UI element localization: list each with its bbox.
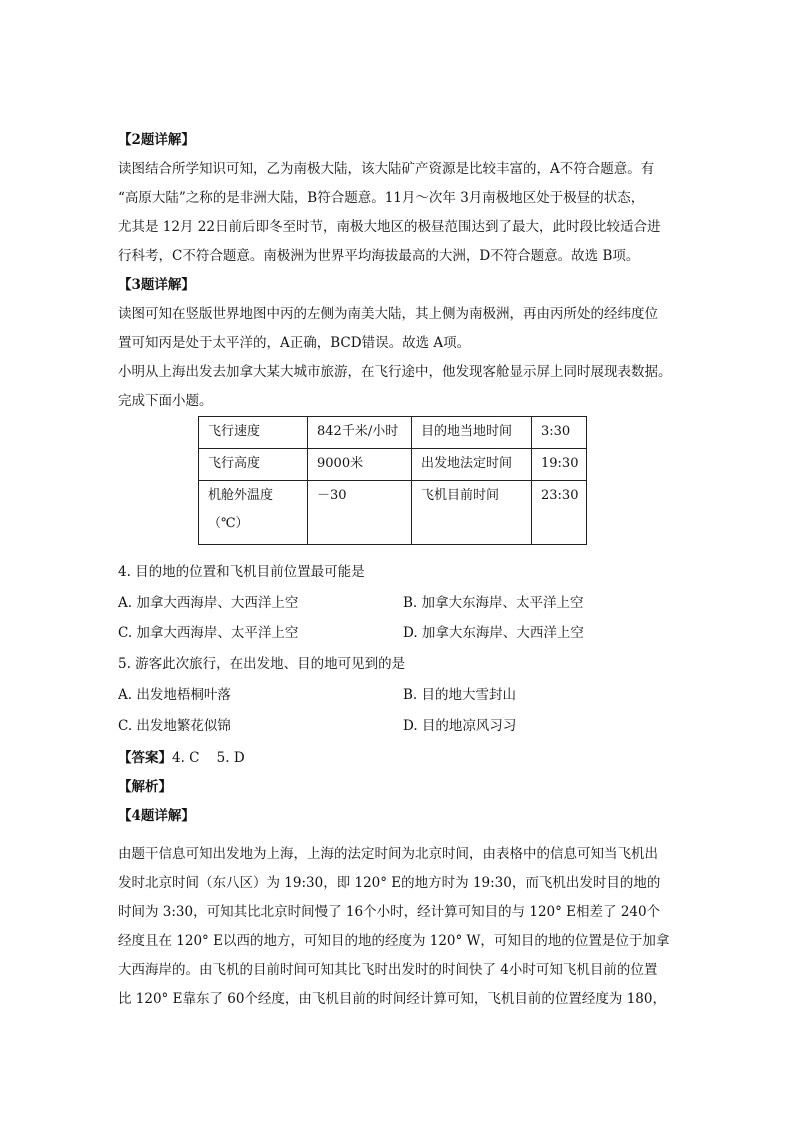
q2-line-2: “高原大陆”之称的是非洲大陆，B符合题意。11月～次年 3月南极地区处于极昼的状态， <box>118 190 645 206</box>
q4-option-d: D. 加拿大东海岸、大西洋上空 <box>403 625 584 641</box>
q4-stem: 4. 目的地的位置和飞机目前位置最可能是 <box>118 564 365 580</box>
q4-analysis-line-6: 比 120° E靠东了 60个经度，由飞机目前的时间经计算可知，飞机目前的位置经度为 180， <box>118 991 666 1007</box>
table-cell: 3:30 <box>532 417 587 449</box>
table-cell: －30 <box>308 481 412 545</box>
q5-stem: 5. 游客此次旅行，在出发地、目的地可见到的是 <box>118 656 406 672</box>
table-cell: 19:30 <box>532 449 587 481</box>
table-row <box>199 449 587 481</box>
table-cell: 出发地法定时间 <box>412 449 532 481</box>
q4-analysis-line-3: 时间为 3:30，可知其比北京时间慢了 16个小时，经计算可知目的与 120° E相差了 240个 <box>118 904 661 920</box>
table-cell: 飞行速度 <box>199 417 308 449</box>
q4-analysis-line-4: 经度且在 120° E以西的地方，可知目的地的经度为 120° W，可知目的地的位置是位于加拿 <box>118 933 670 949</box>
table-cell: 飞机目前时间 <box>412 481 532 545</box>
flight-data-table <box>198 416 587 545</box>
q4-option-c: C. 加拿大西海岸、太平洋上空 <box>118 625 299 641</box>
q4-analysis-heading: 【4题详解】 <box>118 808 195 824</box>
q5-option-a: A. 出发地梧桐叶落 <box>118 687 231 703</box>
q4-option-a: A. 加拿大西海岸、大西洋上空 <box>118 595 299 611</box>
q3-line-1: 读图可知在竖版世界地图中丙的左侧为南美大陆，其上侧为南极洲，再由丙所处的经纬度位 <box>118 306 658 322</box>
intro-line-2: 完成下面小题。 <box>118 393 213 409</box>
table-cell-unit: （℃） <box>208 516 249 531</box>
table-cell: 842千米/小时 <box>308 417 412 449</box>
table-cell: 9000米 <box>308 449 412 481</box>
q4-analysis-line-1: 由题干信息可知出发地为上海，上海的法定时间为北京时间，由表格中的信息可知当飞机出 <box>118 846 658 862</box>
q2-line-1: 读图结合所学知识可知，乙为南极大陆，该大陆矿产资源是比较丰富的，A不符合题意。有 <box>118 161 655 177</box>
q4-analysis-line-2: 发时北京时间（东八区）为 19:30，即 120° E的地方时为 19:30，而飞机出发时目的地的 <box>118 875 661 891</box>
q5-option-b: B. 目的地大雪封山 <box>403 687 517 703</box>
q2-line-3: 尤其是 12月 22日前后即冬至时节，南极大地区的极昼范围达到了最大，此时段比较适合进 <box>118 219 661 235</box>
table-cell-text: 机舱外温度 <box>208 488 274 503</box>
table-cell: 目的地当地时间 <box>412 417 532 449</box>
analysis-heading: 【解析】 <box>118 779 172 795</box>
q4-option-b: B. 加拿大东海岸、太平洋上空 <box>403 595 584 611</box>
q5-option-c: C. 出发地繁花似锦 <box>118 718 231 734</box>
table-cell: 23:30 <box>532 481 587 545</box>
q3-line-2: 置可知丙是处于太平洋的，A正确，BCD错误。故选 A项。 <box>118 335 471 351</box>
table-row <box>199 417 587 449</box>
q3-heading: 【3题详解】 <box>118 277 195 293</box>
answer-label: 【答案】 <box>118 750 172 766</box>
table-cell: 飞行高度 <box>199 449 308 481</box>
table-cell <box>199 481 308 545</box>
answer-line <box>118 749 245 767</box>
q2-line-4: 行科考，C不符合题意。南极洲为世界平均海拔最高的大洲，D不符合题意。故选 B项。 <box>118 248 640 264</box>
answer-text: 4. C 5. D <box>172 750 245 766</box>
intro-line-1: 小明从上海出发去加拿大某大城市旅游，在飞行途中，他发现客舱显示屏上同时展现表数据。 <box>118 364 672 380</box>
q2-heading: 【2题详解】 <box>118 132 195 148</box>
q4-analysis-line-5: 大西海岸的。由飞机的目前时间可知其比飞时出发时的时间快了 4小时可知飞机目前的位置 <box>118 962 658 978</box>
table-row <box>199 481 587 545</box>
q5-option-d: D. 目的地凉风习习 <box>403 718 517 734</box>
